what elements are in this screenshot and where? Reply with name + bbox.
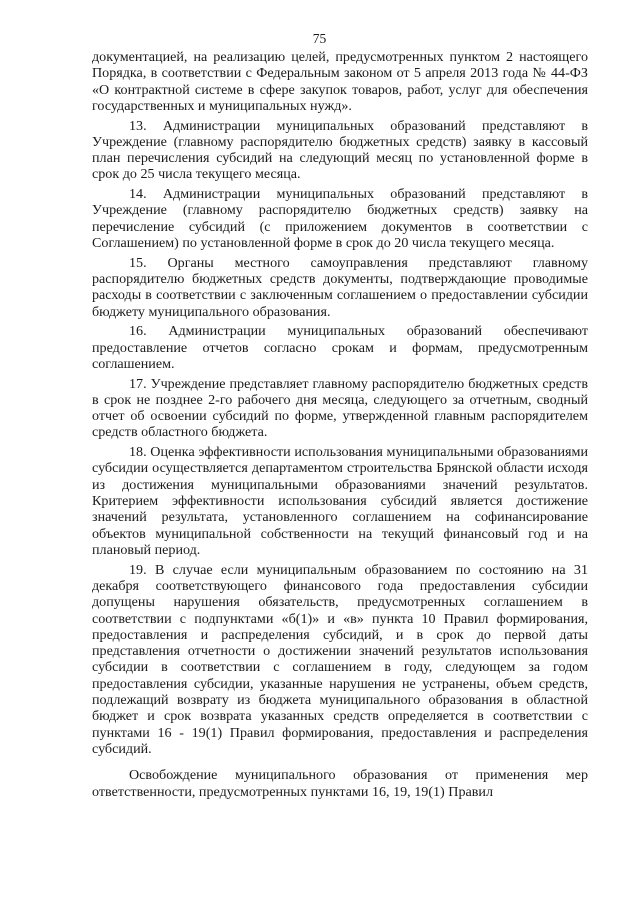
paragraph-continuation: документацией, на реализацию целей, предусмотренных пунктом 2 настоящего Порядка, в соответствии с Федеральным законом от 5 апреля 2013 года № 44-ФЗ «О контрактной системе в сфере закупок товаров, работ, услуг для обеспечения государственных и муниципальных нужд». bbox=[92, 49, 588, 114]
paragraph-exemption: Освобождение муниципального образования от применения мер ответственности, предусмотренных пунктами 16, 19, 19(1) Правил bbox=[92, 767, 588, 800]
paragraph-15: 15. Органы местного самоуправления представляют главному распорядителю бюджетных средств документы, подтверждающие проводимые расходы в соответствии с заключенным соглашением о предоставлении субсидии бюджету муниципального образования. bbox=[92, 254, 588, 320]
paragraph-13: 13. Администрации муниципальных образований представляют в Учреждение (главному распорядителю бюджетных средств) заявку в кассовый план перечисления субсидий на следующий месяц по установленной форме в срок до 25 числа текущего месяца. bbox=[92, 117, 588, 183]
paragraph-19: 19. В случае если муниципальным образованием по состоянию на 31 декабря соответствующего финансового года предоставления субсидии допущены нарушения обязательств, предусмотренных соглашением в соответствии с подпунктами «б(1)» и «в» пункта 10 Правил формирования, предоставления и распределения субсидий, и в срок до первой даты представления отчетности о достижении значений результатов использования субсидии в соответствии с соглашением в году, следующем за годом предоставления субсидии, указанные нарушения не устранены, объем средств, подлежащий возврату из бюджета муниципального образования в областной бюджет и срок возврата указанных средств определяется в соответствии с пунктами 16 - 19(1) Правил формирования, предоставления и распределения субсидий. bbox=[92, 561, 588, 757]
paragraph-18: 18. Оценка эффективности использования муниципальными образованиями субсидии осуществляется департаментом строительства Брянской области исходя из достижения муниципальными образованиями значений результатов. Критерием эффективности использования субсидий является достижение значений результата, установленного соглашением на софинансирование объектов муниципальной собственности на текущий финансовый год и на плановый период. bbox=[92, 444, 588, 558]
page-number: 75 bbox=[312, 31, 327, 46]
paragraph-16: 16. Администрации муниципальных образований обеспечивают предоставление отчетов согласно срокам и формам, предусмотренным соглашением. bbox=[92, 323, 588, 372]
paragraph-14: 14. Администрации муниципальных образований представляют в Учреждение (главному распорядителю бюджетных средств) заявку на перечисление субсидий (с приложением документов в соответствии с Соглашением) по установленной форме в срок до 20 числа текущего месяца. bbox=[92, 186, 588, 252]
document-body bbox=[92, 49, 588, 803]
paragraph-17: 17. Учреждение представляет главному распорядителю бюджетных средств в срок не позднее 2-го рабочего дня месяца, следующего за отчетным, сводный отчет об освоении субсидий по форме, утвержденной главным распорядителем средств областного бюджета. bbox=[92, 375, 588, 441]
